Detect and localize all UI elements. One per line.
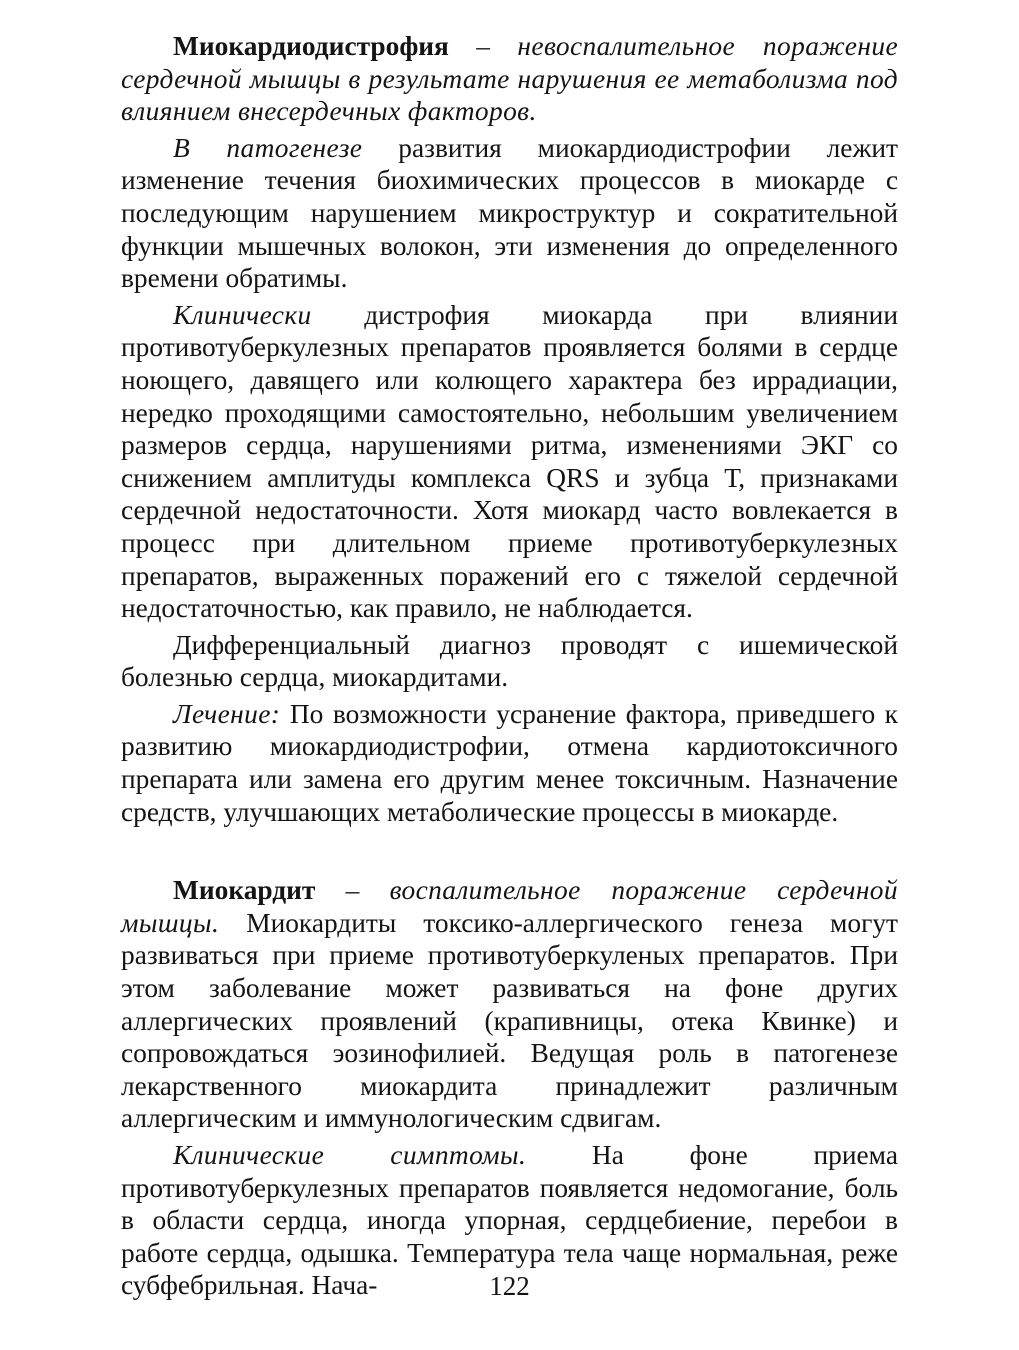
term-dash: –	[448, 31, 518, 61]
term-dash: –	[315, 875, 390, 906]
definition-myocardiodystrophy: невоспалительное поражение сердечной мышцы в результате нарушения ее метаболизма под влиянием внесердечных факторов.	[121, 31, 898, 127]
paragraph-body: По возможности усранение фактора, приведшего к развитию миокардиодистрофии, отмена кардиотоксичного препарата или замена его другим менее токсичным. Назначение средств, улучшающих метаболические процессы в миокарде.	[121, 698, 898, 827]
paragraph-body: На фоне приема противотуберкулезных препаратов появляется недомогание, боль в области сердца, иногда упорная, сердцебиение, перебои в работе сердца, одышка. Температура тела чаще нормальная, реже субфебрильная. Нача-	[121, 1140, 898, 1301]
paragraph-lead: Клинически	[173, 299, 312, 330]
definition-myocarditis: воспалительное поражение сердечной мышцы.	[121, 875, 898, 938]
term-myocardiodystrophy: Миокардиодистрофия	[173, 31, 449, 61]
paragraph-differential-diagnosis	[121, 629, 898, 694]
paragraph-lead: Лечение:	[173, 698, 281, 729]
paragraph-myocarditis-definition	[121, 874, 898, 1135]
paragraph-body: дистрофия миокарда при влиянии противотуберкулезных препаратов проявляется болями в сердце ноющего, давящего или колющего характера без иррадиации, нередко проходящими самостоятельно, небольшим увеличением размеров сердца, нарушениями ритма, изменениями ЭКГ со снижением амплитуды комплекса QRS и зубца Т, признаками сердечной недостаточности. Хотя миокард часто вовлекается в процесс при длительном приеме противотуберкулезных препаратов, выраженных поражений его с тяжелой сердечной недостаточностью, как правило, не наблюдается.	[121, 299, 898, 624]
paragraph-body: развития миокардиодистрофии лежит изменение течения биохимических процессов в миокарде с последующим нарушением микроструктур и сократительной функции мышечных волокон, эти изменения до определенного времени обратимы.	[121, 132, 898, 294]
paragraph-treatment	[121, 698, 898, 828]
paragraph-pathogenesis	[121, 132, 898, 295]
paragraph-lead: В патогенезе	[173, 132, 363, 163]
paragraph-lead: Клинические симптомы.	[173, 1140, 527, 1170]
page-number: 122	[489, 1271, 530, 1301]
paragraph-body: Миокардиты токсико-аллергического генеза могут развиваться при приеме противотуберкуленых препаратов. При этом заболевание может развиваться на фоне других аллергических проявлений (крапивницы, отека Квинке) и сопровождаться эозинофилией. Ведущая роль в патогенезе лекарственного миокардита принадлежит различным аллергическим и иммунологическим сдвигам.	[121, 907, 898, 1134]
paragraph-clinical	[121, 299, 898, 625]
book-page-text	[121, 30, 898, 1302]
paragraph-body: Дифференциальный диагноз проводят с ишемической болезнью сердца, миокардитами.	[121, 629, 898, 693]
term-myocarditis: Миокардит	[173, 875, 316, 906]
paragraph-myocardiodystrophy-definition	[121, 30, 898, 128]
